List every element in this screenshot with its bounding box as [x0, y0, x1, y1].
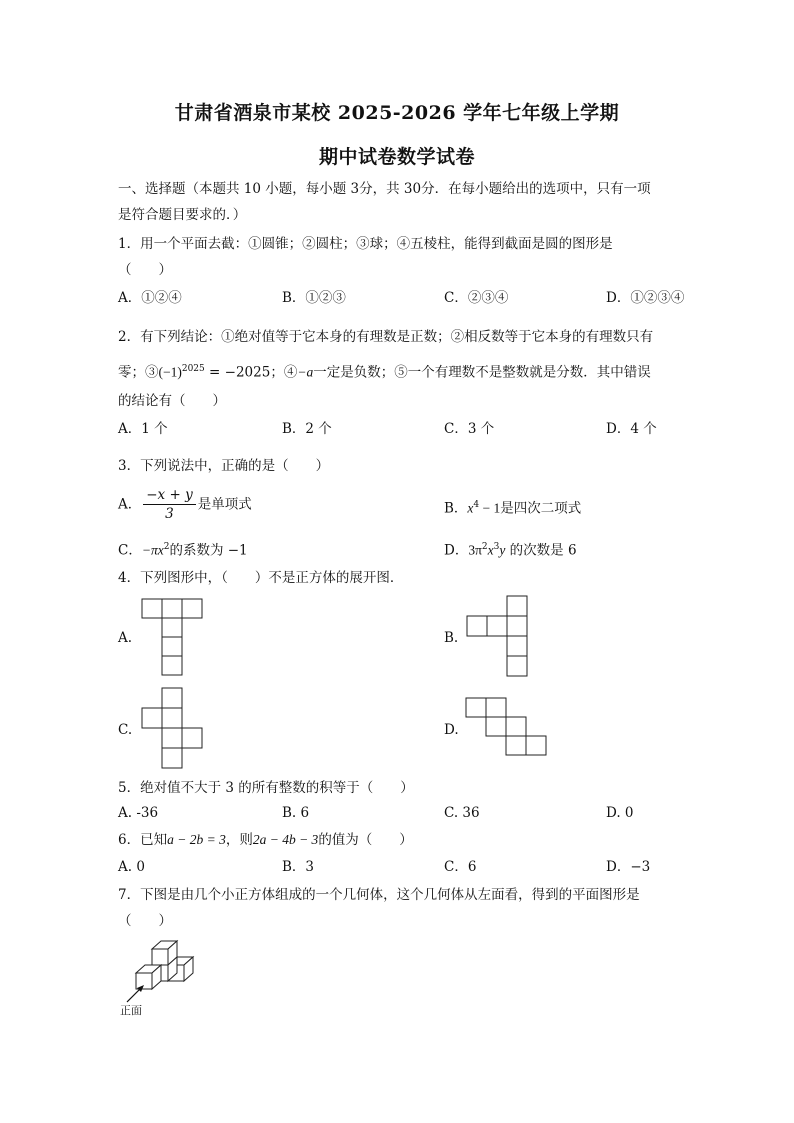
q5-option-a: A. -36 [118, 805, 159, 821]
q4-label-d: D. [444, 722, 459, 738]
q1-option-b: B．①②③ [282, 290, 346, 306]
q3-b-rest: − 1 [479, 500, 501, 516]
q3-a-label: A． [118, 496, 142, 513]
q4-label-c: C. [118, 722, 133, 738]
q5-option-b: B. 6 [282, 805, 310, 821]
q7-front-label: 正面 [120, 1004, 142, 1017]
q2-line1: 2．有下列结论：①绝对值等于它本身的有理数是正数；②相反数等于它本身的有理数只有 [118, 329, 654, 345]
q6-stem-c: 的值为（ ） [318, 832, 413, 848]
q3-b-label: B． [444, 500, 468, 517]
q3-stem: 3．下列说法中，正确的是（ ） [118, 458, 330, 474]
q3-option-a [118, 486, 252, 523]
q6-option-a: A. 0 [118, 859, 145, 875]
q2-power-exp: 2025 [181, 364, 205, 374]
q3-d-exp1: 2 [481, 542, 488, 552]
q3-d-exp2: 3 [493, 542, 500, 552]
q4-net-d [464, 697, 550, 759]
q2-var: −a [297, 364, 314, 380]
q5-option-c: C. 36 [444, 805, 480, 821]
q3-option-d [444, 538, 577, 560]
q2-power-base: (−1) [158, 364, 182, 380]
q3-a-text: 是单项式 [197, 496, 252, 513]
q3-d-y: y [499, 542, 506, 558]
q4-net-c [140, 687, 206, 771]
q1-stem: 1．用一个平面去截：①圆锥；②圆柱；③球；④五棱柱，能得到截面是圆的图形是 [118, 236, 613, 252]
page-title: 甘肃省酒泉市某校 2025-2026 学年七年级上学期 [174, 102, 620, 124]
q3-d-coef: 3π [468, 542, 482, 558]
q3-c-label: C． [118, 542, 142, 559]
q3-b-exp: 4 [473, 500, 480, 510]
q2-line2-c: 一定是负数；⑤一个有理数不是整数就是分数．其中错误 [313, 364, 651, 381]
page-subtitle: 期中试卷数学试卷 [318, 146, 475, 168]
q6-stem [118, 831, 413, 849]
q2-option-b: B．2 个 [282, 421, 332, 437]
q4-net-a [140, 598, 204, 678]
q5-stem: 5．绝对值不大于 3 的所有整数的积等于（ ） [118, 780, 414, 796]
q3-b-var: x [467, 500, 474, 516]
q2-line2-a: 零；③ [118, 364, 159, 381]
q6-eq2: 2a − 4b − 3 [252, 832, 319, 847]
q3-d-label: D． [444, 542, 469, 559]
q3-b-text: 是四次二项式 [500, 500, 582, 517]
q3-option-c [118, 538, 248, 560]
q4-label-a: A. [118, 630, 133, 646]
q3-a-denominator: 3 [165, 506, 174, 522]
q5-option-d: D. 0 [606, 805, 634, 821]
q1-option-a: A．①②④ [118, 290, 182, 306]
q2-option-c: C．3 个 [444, 421, 495, 437]
q2-line3: 的结论有（ ） [118, 393, 226, 409]
section-heading-line1: 一、选择题（本题共 10 小题，每小题 3分，共 30分．在每小题给出的选项中，只有一项 [118, 181, 651, 197]
q3-option-b [444, 496, 581, 518]
q1-option-d: D．①②③④ [606, 290, 685, 306]
q6-option-b: B．3 [282, 859, 315, 875]
section-heading-line2: 是符合题目要求的．） [118, 207, 247, 223]
q3-c-math: −πx [141, 542, 164, 558]
q7-paren: （ ） [118, 913, 172, 929]
q3-d-x: x [487, 542, 494, 558]
q1-paren: （ ） [118, 262, 172, 278]
q1-option-c: C．②③④ [444, 290, 509, 306]
q3-d-text: 的次数是 6 [505, 542, 577, 559]
q3-c-text: 的系数为 −1 [169, 542, 248, 559]
q3-c-exp: 2 [163, 542, 170, 552]
q6-eq1: a − 2b = 3 [167, 832, 226, 847]
q4-net-b [464, 595, 530, 679]
q4-stem: 4．下列图形中，（ ）不是正方体的展开图． [118, 570, 404, 586]
q3-a-numerator: −x + y [143, 486, 195, 505]
q6-option-c: C．6 [444, 859, 477, 875]
q7-stem: 7．下图是由几个小正方体组成的一个几何体，这个几何体从左面看，得到的平面图形是 [118, 887, 640, 903]
q2-option-a: A．1 个 [118, 421, 168, 437]
q2-line2 [118, 360, 651, 382]
q2-line2-b: = −2025；④ [204, 364, 298, 381]
q4-label-b: B. [444, 630, 459, 646]
q6-stem-a: 6．已知 [118, 832, 168, 848]
q6-stem-b: ，则 [225, 832, 253, 848]
q6-option-d: D．−3 [606, 859, 651, 875]
q2-option-d: D．4 个 [606, 421, 657, 437]
